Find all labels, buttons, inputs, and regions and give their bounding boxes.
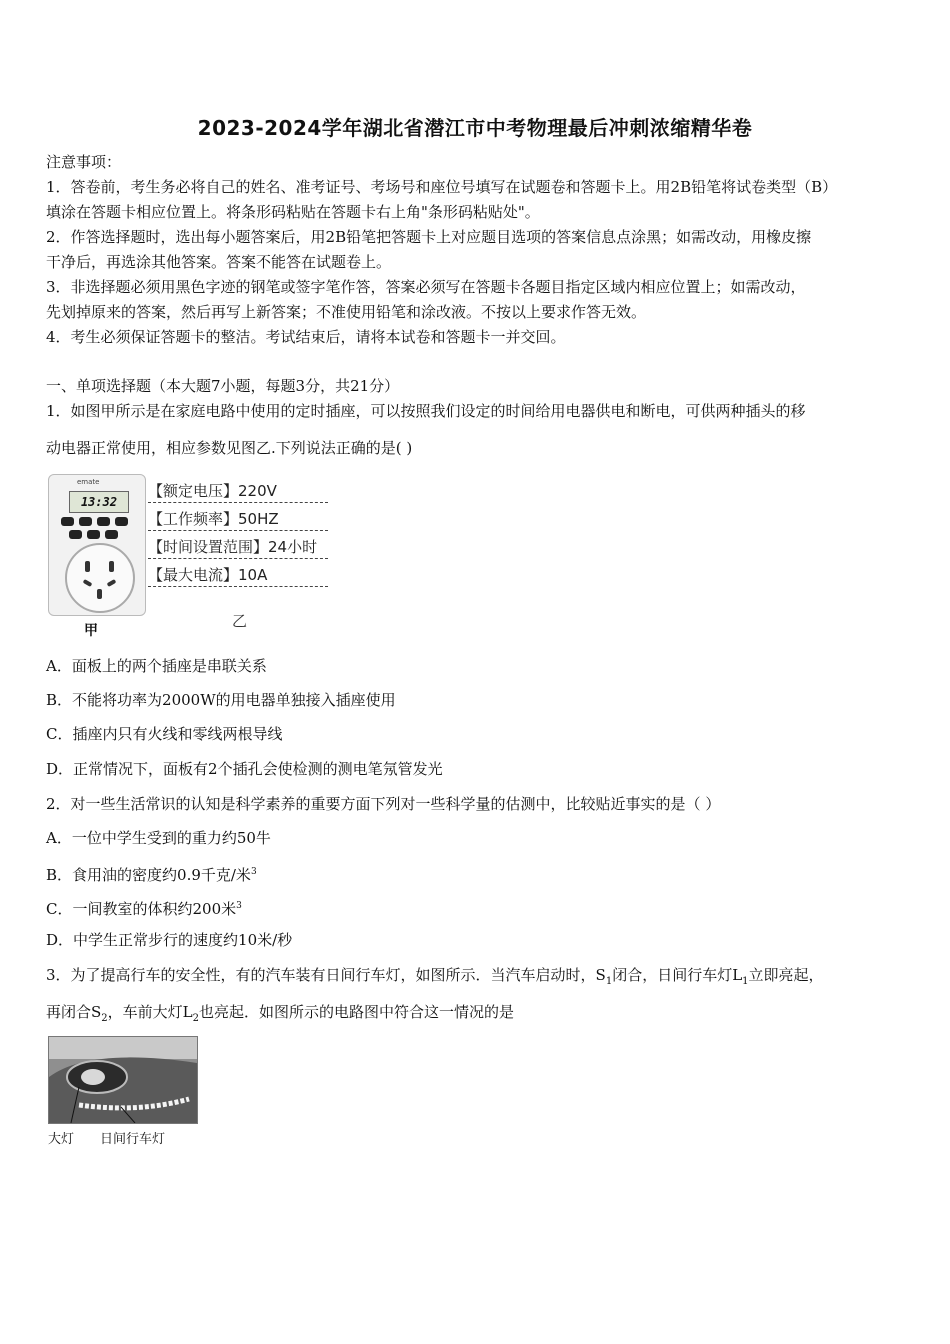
notice-line: 填涂在答题卡相应位置上。将条形码粘贴在答题卡右上角"条形码粘贴处"。 (46, 203, 540, 221)
question-1-stem: 动电器正常使用，相应参数见图乙.下列说法正确的是( ) (46, 439, 413, 457)
stem-text: ，车前大灯L (107, 1003, 193, 1021)
superscript: 3 (250, 867, 257, 877)
param-max-current: 【最大电流】10A (148, 564, 328, 587)
page-title: 2023-2024学年湖北省潜江市中考物理最后冲刺浓缩精华卷 (197, 116, 753, 140)
option-text: B．食用油的密度约0.9千克/米 (46, 866, 251, 884)
socket-hole (107, 579, 117, 587)
question-3-stem (46, 1002, 514, 1029)
stem-text: 立即亮起， (748, 966, 824, 984)
notice-line: 干净后，再选涂其他答案。答案不能答在试题卷上。 (46, 253, 392, 271)
stem-text: 再闭合S (46, 1003, 102, 1021)
stem-text: 也亮起．如图所示的电路图中符合这一情况的是 (199, 1003, 515, 1021)
caption-headlight: 大灯 (48, 1132, 75, 1147)
car-headlight-image (48, 1036, 198, 1124)
question-2-stem: 2．对一些生活常识的认知是科学素养的重要方面下列对一些科学量的估测中，比较贴近事实的是（ ） (46, 795, 721, 813)
timer-brand: emate (77, 478, 100, 486)
notice-line: 1．答卷前，考生务必将自己的姓名、准考证号、考场号和座位号填写在试题卷和答题卡上。用2B铅笔将试卷类型（B） (46, 178, 838, 196)
question-1-stem: 1．如图甲所示是在家庭电路中使用的定时插座，可以按照我们设定的时间给用电器供电和断电，可供两种插头的移 (46, 402, 806, 420)
timer-socket-image (46, 470, 146, 616)
question-2-option-a: A．一位中学生受到的重力约50牛 (46, 829, 271, 847)
timer-button (87, 530, 100, 539)
timer-display: 13:32 (69, 491, 129, 513)
stem-text: 3．为了提高行车的安全性，有的汽车装有日间行车灯，如图所示．当汽车启动时，S (46, 966, 606, 984)
timer-button (97, 517, 110, 526)
socket-hole (85, 561, 90, 572)
param-frequency: 【工作频率】50HZ (148, 508, 328, 531)
timer-button (79, 517, 92, 526)
question-1-option-a: A．面板上的两个插座是串联关系 (46, 657, 267, 675)
question-2-option-b (46, 862, 257, 885)
car-illustration (49, 1037, 197, 1123)
timer-button (69, 530, 82, 539)
socket-hole (109, 561, 114, 572)
question-2-option-c (46, 896, 242, 919)
notice-line: 先划掉原来的答案，然后再写上新答案；不准使用铅笔和涂改液。不按以上要求作答无效。 (46, 303, 647, 321)
param-time-range: 【时间设置范围】24小时 (148, 536, 328, 559)
socket-hole (97, 589, 102, 599)
subscript: 1 (742, 976, 749, 987)
socket-hole (83, 579, 93, 587)
figure-label-yi: 乙 (232, 612, 248, 630)
param-rated-voltage: 【额定电压】220V (148, 480, 328, 503)
caption-daytime-light: 日间行车灯 (100, 1132, 166, 1147)
question-3-stem (46, 965, 824, 992)
figure-label-jia: 甲 (84, 623, 98, 639)
subscript: 2 (192, 1013, 199, 1024)
stem-text: 闭合，日间行车灯L (612, 966, 743, 984)
timer-button (61, 517, 74, 526)
notice-heading: 注意事项： (46, 153, 122, 171)
timer-button (105, 530, 118, 539)
option-text: C．一间教室的体积约200米 (46, 900, 237, 918)
subscript: 1 (605, 976, 613, 987)
question-1-option-b: B．不能将功率为2000W的用电器单独接入插座使用 (46, 691, 396, 709)
question-1-option-d: D．正常情况下，面板有2个插孔会使检测的测电笔氖管发光 (46, 760, 443, 778)
socket-outlet (65, 543, 135, 613)
timer-body (48, 474, 146, 616)
section-heading: 一、单项选择题（本大题7小题，每题3分，共21分） (46, 377, 400, 395)
notice-line: 3．非选择题必须用黑色字迹的钢笔或签字笔作答，答案必须写在答题卡各题目指定区域内相应位置上；如需改动， (46, 278, 806, 296)
notice-line: 2．作答选择题时，选出每小题答案后，用2B铅笔把答题卡上对应题目选项的答案信息点涂黑；如需改动，用橡皮擦 (46, 228, 812, 246)
timer-button (115, 517, 128, 526)
question-1-option-c: C．插座内只有火线和零线两根导线 (46, 725, 283, 743)
subscript: 2 (101, 1013, 108, 1024)
superscript: 3 (236, 901, 242, 911)
notice-line: 4．考生必须保证答题卡的整洁。考试结束后，请将本试卷和答题卡一并交回。 (46, 328, 566, 346)
question-2-option-d: D．中学生正常步行的速度约10米/秒 (46, 931, 293, 949)
